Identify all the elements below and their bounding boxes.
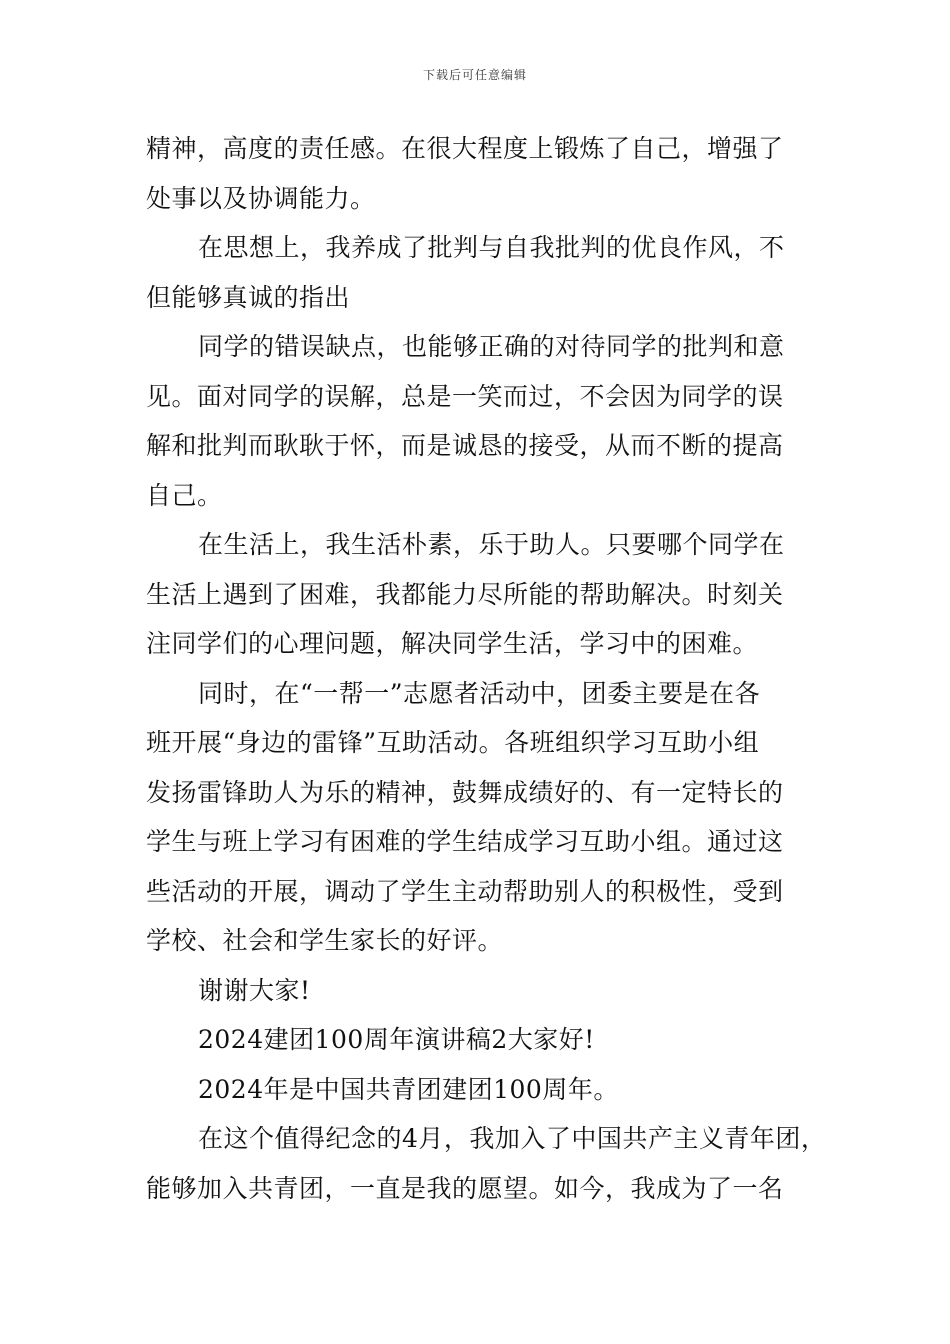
text-line: 发扬雷锋助人为乐的精神，鼓舞成绩好的、有一定特长的	[146, 777, 784, 807]
text-line: 解和批判而耿耿于怀，而是诚恳的接受，从而不断的提高	[146, 431, 784, 460]
text-line: 自己。	[146, 480, 223, 510]
text-line: 学校、社会和学生家长的好评。	[146, 926, 504, 955]
text-line: 班开展“身边的雷锋”互助活动。各班组织学习互助小组	[146, 728, 760, 757]
text-line: 能够加入共青团，一直是我的愿望。如今，我成为了一名	[146, 1173, 784, 1203]
text-line: 同时，在“一帮一”志愿者活动中，团委主要是在各	[198, 678, 761, 708]
text-line: 在这个值得纪念的4月，我加入了中国共产主义青年团，	[198, 1124, 827, 1153]
text-line: 生活上遇到了困难，我都能力尽所能的帮助解决。时刻关	[146, 579, 784, 609]
text-line: 2024年是中国共青团建团100周年。	[198, 1074, 619, 1104]
text-line: 学生与班上学习有困难的学生结成学习互助小组。通过这	[146, 827, 784, 856]
text-line: 注同学们的心理问题，解决同学生活，学习中的困难。	[146, 629, 759, 658]
text-line: 些活动的开展，调动了学生主动帮助别人的积极性，受到	[146, 876, 784, 906]
text-line: 精神，高度的责任感。在很大程度上锻炼了自己，增强了	[146, 134, 784, 163]
text-line: 处事以及协调能力。	[146, 183, 376, 213]
text-line: 但能够真诚的指出	[146, 282, 351, 312]
text-line: 2024建团100周年演讲稿2大家好!	[198, 1025, 595, 1054]
header-note: 下载后可任意编辑	[422, 68, 527, 82]
text-line: 谢谢大家!	[198, 975, 311, 1005]
text-line: 在生活上，我生活朴素，乐于助人。只要哪个同学在	[198, 530, 785, 559]
text-line: 在思想上，我养成了批判与自我批判的优良作风，不	[198, 233, 785, 262]
text-line: 见。面对同学的误解，总是一笑而过，不会因为同学的误	[146, 381, 784, 411]
text-line: 同学的错误缺点，也能够正确的对待同学的批判和意	[198, 332, 785, 361]
document-body	[146, 124, 827, 1213]
